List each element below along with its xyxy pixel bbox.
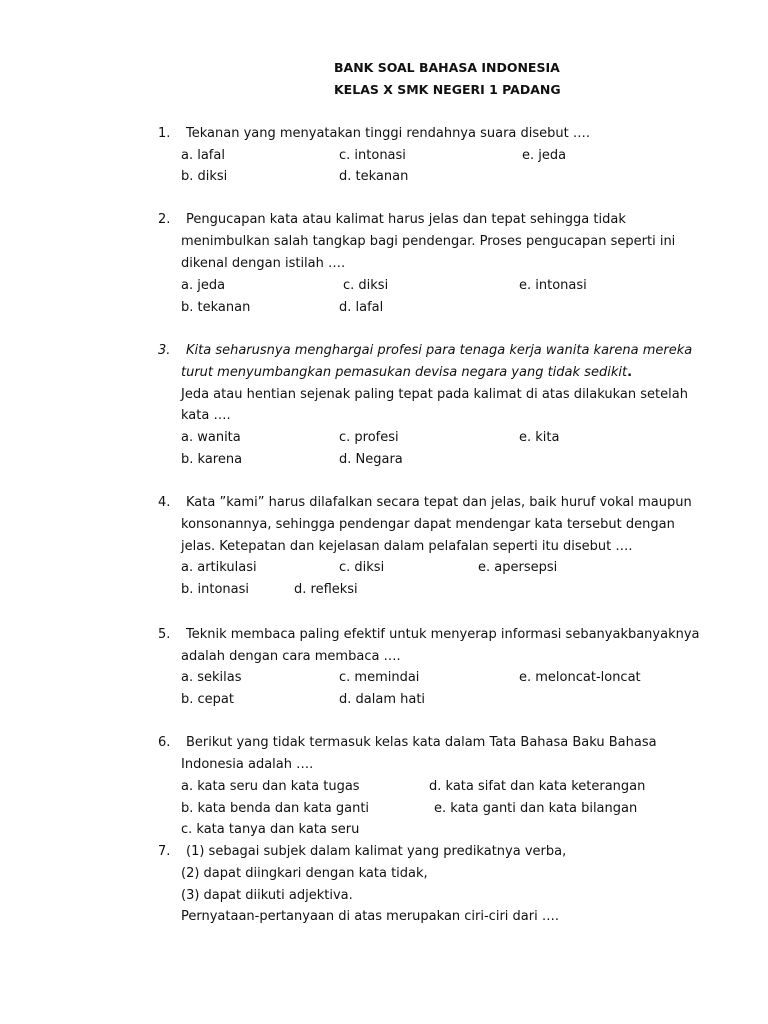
option-a: a. lafal xyxy=(181,148,225,163)
option-c: c. memindai xyxy=(339,670,420,685)
option-e: e. meloncat-loncat xyxy=(519,670,641,685)
option-a: a. artikulasi xyxy=(181,560,257,575)
question-number: 1. xyxy=(158,126,171,141)
question-text: Pernyataan-pertanyaan di atas merupakan ciri-ciri dari …. xyxy=(181,909,559,924)
question-text: Berikut yang tidak termasuk kelas kata dalam Tata Bahasa Baku Bahasa xyxy=(186,735,657,750)
option-b: b. intonasi xyxy=(181,582,250,597)
option-c: c. diksi xyxy=(339,560,385,575)
option-c: c. intonasi xyxy=(339,148,406,163)
option-d: d. kata sifat dan kata keterangan xyxy=(429,779,646,794)
question-text: Tekanan yang menyatakan tinggi rendahnya suara disebut …. xyxy=(186,126,591,141)
question-text: Kata ”kami” harus dilafalkan secara tepat dan jelas, baik huruf vokal maupun xyxy=(186,495,692,510)
option-a: a. kata seru dan kata tugas xyxy=(181,779,360,794)
question-number: 6. xyxy=(158,735,171,750)
option-e: e. intonasi xyxy=(519,278,587,293)
question-text: Pengucapan kata atau kalimat harus jelas dan tepat sehingga tidak xyxy=(186,212,626,227)
option-b: b. karena xyxy=(181,452,243,467)
question-text-period: . xyxy=(627,365,633,380)
option-d: d. lafal xyxy=(339,300,384,315)
option-d: d. refleksi xyxy=(294,582,358,597)
question-text: adalah dengan cara membaca …. xyxy=(181,649,401,664)
question-text: Jeda atau hentian sejenak paling tepat pada kalimat di atas dilakukan setelah xyxy=(181,387,688,402)
question-text: Kita seharusnya menghargai profesi para tenaga kerja wanita karena mereka xyxy=(186,343,693,358)
question-text-italic: turut menyumbangkan pemasukan devisa negara yang tidak sedikit xyxy=(181,365,628,380)
option-c: c. diksi xyxy=(343,278,389,293)
question-text: Indonesia adalah …. xyxy=(181,757,314,772)
option-e: e. kata ganti dan kata bilangan xyxy=(434,801,638,816)
option-b: b. kata benda dan kata ganti xyxy=(181,801,370,816)
question-text: konsonannya, sehingga pendengar dapat mendengar kata tersebut dengan xyxy=(181,517,675,532)
option-a: a. jeda xyxy=(181,278,226,293)
question-text: kata …. xyxy=(181,408,231,423)
option-a: a. sekilas xyxy=(181,670,242,685)
question-text: (1) sebagai subjek dalam kalimat yang predikatnya verba, xyxy=(186,844,567,859)
option-b: b. diksi xyxy=(181,169,228,184)
question-number: 2. xyxy=(158,212,171,227)
question-number: 3. xyxy=(158,343,171,358)
question-number: 5. xyxy=(158,627,171,642)
option-a: a. wanita xyxy=(181,430,241,445)
option-d: d. Negara xyxy=(339,452,403,467)
question-text: (2) dapat diingkari dengan kata tidak, xyxy=(181,866,428,881)
option-c: c. kata tanya dan kata seru xyxy=(181,822,360,837)
option-c: c. profesi xyxy=(339,430,399,445)
question-text: Teknik membaca paling efektif untuk menyerap informasi sebanyakbanyaknya xyxy=(186,627,700,642)
option-e: e. jeda xyxy=(522,148,567,163)
option-e: e. apersepsi xyxy=(478,560,558,575)
question-text: jelas. Ketepatan dan kejelasan dalam pelafalan seperti itu disebut …. xyxy=(181,539,633,554)
option-b: b. tekanan xyxy=(181,300,251,315)
question-number: 4. xyxy=(158,495,171,510)
option-d: d. tekanan xyxy=(339,169,409,184)
question-text: dikenal dengan istilah …. xyxy=(181,256,346,271)
question-text: menimbulkan salah tangkap bagi pendengar. Proses pengucapan seperti ini xyxy=(181,234,676,249)
question-number: 7. xyxy=(158,844,171,859)
option-e: e. kita xyxy=(519,430,560,445)
option-b: b. cepat xyxy=(181,692,234,707)
question-text: (3) dapat diikuti adjektiva. xyxy=(181,888,353,903)
document-title: BANK SOAL BAHASA INDONESIA xyxy=(334,60,560,75)
document-subtitle: KELAS X SMK NEGERI 1 PADANG xyxy=(334,82,561,97)
option-d: d. dalam hati xyxy=(339,692,426,707)
question-text xyxy=(181,364,632,382)
